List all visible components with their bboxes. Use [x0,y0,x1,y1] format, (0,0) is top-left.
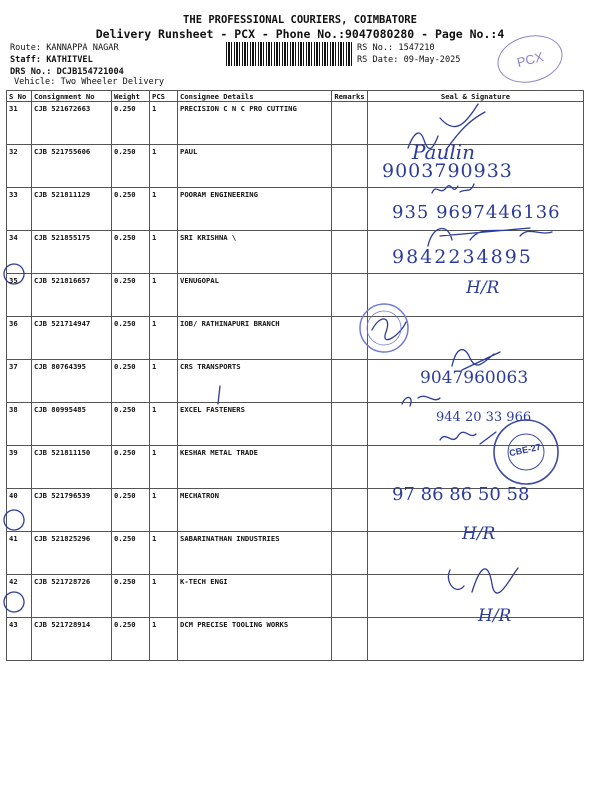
cell-consignment: CJB 521811129 [32,188,112,231]
cell-signature [368,231,584,274]
cell-consignee: SABARINATHAN INDUSTRIES [178,532,332,575]
cell-signature [368,532,584,575]
cell-remarks [332,532,368,575]
cell-weight: 0.250 [112,446,150,489]
cell-pcs: 1 [150,489,178,532]
barcode-image [226,42,352,66]
rs-date: RS Date: 09-May-2025 [357,55,461,65]
handwritten-phone-33: 935 9697446136 [392,202,561,223]
cell-consignee: PRECISION C N C PRO CUTTING [178,102,332,145]
table-row [7,575,584,618]
cell-sno: 41 [7,532,32,575]
cell-sno: 37 [7,360,32,403]
cell-consignee: K-TECH ENGI [178,575,332,618]
cell-sno: 31 [7,102,32,145]
cell-pcs: 1 [150,575,178,618]
cell-remarks [332,231,368,274]
cell-weight: 0.250 [112,274,150,317]
route-label: Route: KANNAPPA NAGAR [10,43,119,53]
handwritten-phone-37: 9047960063 [420,368,529,388]
cell-consignee: POORAM ENGINEERING [178,188,332,231]
table-row [7,231,584,274]
cell-remarks [332,618,368,661]
cell-consignee: MECHATRON [178,489,332,532]
table-row [7,446,584,489]
cell-consignment: CJB 521855175 [32,231,112,274]
cell-consignee: CRS TRANSPORTS [178,360,332,403]
cell-pcs: 1 [150,274,178,317]
cell-signature [368,446,584,489]
cell-consignee: KESHAR METAL TRADE [178,446,332,489]
cell-sno: 43 [7,618,32,661]
runsheet-table [6,90,584,661]
rs-number: RS No.: 1547210 [357,43,435,53]
pcx-stamp-text: PCX [515,48,545,70]
cell-signature [368,360,584,403]
handwritten-hr-41: H/R [462,524,496,544]
table-row [7,188,584,231]
table-row [7,618,584,661]
cell-pcs: 1 [150,231,178,274]
cell-remarks [332,360,368,403]
cell-pcs: 1 [150,145,178,188]
cell-sno: 38 [7,403,32,446]
cell-signature [368,188,584,231]
cell-weight: 0.250 [112,188,150,231]
cell-remarks [332,403,368,446]
col-signature-header: Seal & Signature [368,91,584,102]
table-row [7,274,584,317]
cell-weight: 0.250 [112,360,150,403]
cell-remarks [332,489,368,532]
cell-weight: 0.250 [112,102,150,145]
runsheet-subtitle: Delivery Runsheet - PCX - Phone No.:9047080280 - Page No.:4 [95,27,505,41]
company-title: THE PROFESSIONAL COURIERS, COIMBATORE [183,14,417,26]
cell-consignee: VENUGOPAL [178,274,332,317]
table-row [7,317,584,360]
col-consignment-header: Consignment No [32,91,112,102]
handwritten-phone-40: 97 86 86 50 58 [392,484,530,505]
cell-pcs: 1 [150,360,178,403]
cell-consignee: SRI KRISHNA \ [178,231,332,274]
keshar-stamp-text: CBE-27 [508,441,542,459]
cell-signature [368,145,584,188]
cell-sno: 39 [7,446,32,489]
cell-remarks [332,317,368,360]
cell-remarks [332,188,368,231]
cell-consignment: CJB 521728914 [32,618,112,661]
cell-signature [368,403,584,446]
cell-sno: 42 [7,575,32,618]
cell-consignment: CJB 521755606 [32,145,112,188]
cell-signature [368,274,584,317]
cell-consignee: EXCEL FASTENERS [178,403,332,446]
cell-sno: 32 [7,145,32,188]
col-consignee-header: Consignee Details [178,91,332,102]
cell-weight: 0.250 [112,575,150,618]
cell-pcs: 1 [150,102,178,145]
cell-remarks [332,145,368,188]
cell-consignment: CJB 521672663 [32,102,112,145]
table-row [7,145,584,188]
handwritten-phone-34: 9842234895 [392,246,533,268]
table-row [7,532,584,575]
staff-label: Staff: KATHITVEL [10,55,93,65]
handwritten-phone-38: 944 20 33 966 [436,410,532,425]
table-header-row [7,91,584,102]
table-row [7,360,584,403]
cell-remarks [332,102,368,145]
cell-signature [368,317,584,360]
cell-sno: 40 [7,489,32,532]
drs-number: DRS No.: DCJB154721004 [10,67,124,77]
cell-pcs: 1 [150,403,178,446]
cell-remarks [332,446,368,489]
cell-consignment: CJB 521816657 [32,274,112,317]
cell-signature [368,618,584,661]
cell-pcs: 1 [150,317,178,360]
cell-sno: 36 [7,317,32,360]
cell-signature [368,102,584,145]
cell-pcs: 1 [150,188,178,231]
cell-consignment: CJB 521811150 [32,446,112,489]
handwritten-hr-43: H/R [478,606,512,626]
cell-consignment: CJB 521728726 [32,575,112,618]
cell-weight: 0.250 [112,618,150,661]
col-weight-header: Weight [112,91,150,102]
col-remarks-header: Remarks [332,91,368,102]
table-row [7,102,584,145]
handwritten-phone-32: 9003790933 [382,160,513,182]
cell-consignment: CJB 521714947 [32,317,112,360]
cell-consignment: CJB 521825296 [32,532,112,575]
cell-signature [368,575,584,618]
cell-consignee: PAUL [178,145,332,188]
cell-remarks [332,575,368,618]
cell-consignee: DCM PRECISE TOOLING WORKS [178,618,332,661]
col-sno-header: S No [7,91,32,102]
cell-sno: 34 [7,231,32,274]
cell-weight: 0.250 [112,489,150,532]
cell-weight: 0.250 [112,403,150,446]
cell-consignment: CJB 80764395 [32,360,112,403]
cell-weight: 0.250 [112,317,150,360]
cell-remarks [332,274,368,317]
table-row [7,403,584,446]
cell-pcs: 1 [150,446,178,489]
cell-consignee: IOB/ RATHINAPURI BRANCH [178,317,332,360]
cell-weight: 0.250 [112,145,150,188]
cell-sno: 33 [7,188,32,231]
cell-weight: 0.250 [112,231,150,274]
col-pcs-header: PCS [150,91,178,102]
handwritten-name-32: Paulin [412,140,476,164]
cell-consignment: CJB 521796539 [32,489,112,532]
table-row [7,489,584,532]
cell-pcs: 1 [150,618,178,661]
cell-weight: 0.250 [112,532,150,575]
handwritten-hr-35: H/R [466,278,500,298]
vehicle-label: Vehicle: Two Wheeler Delivery [14,77,165,87]
cell-pcs: 1 [150,532,178,575]
cell-sno: 35 [7,274,32,317]
cell-consignment: CJB 80995485 [32,403,112,446]
cell-signature [368,489,584,532]
